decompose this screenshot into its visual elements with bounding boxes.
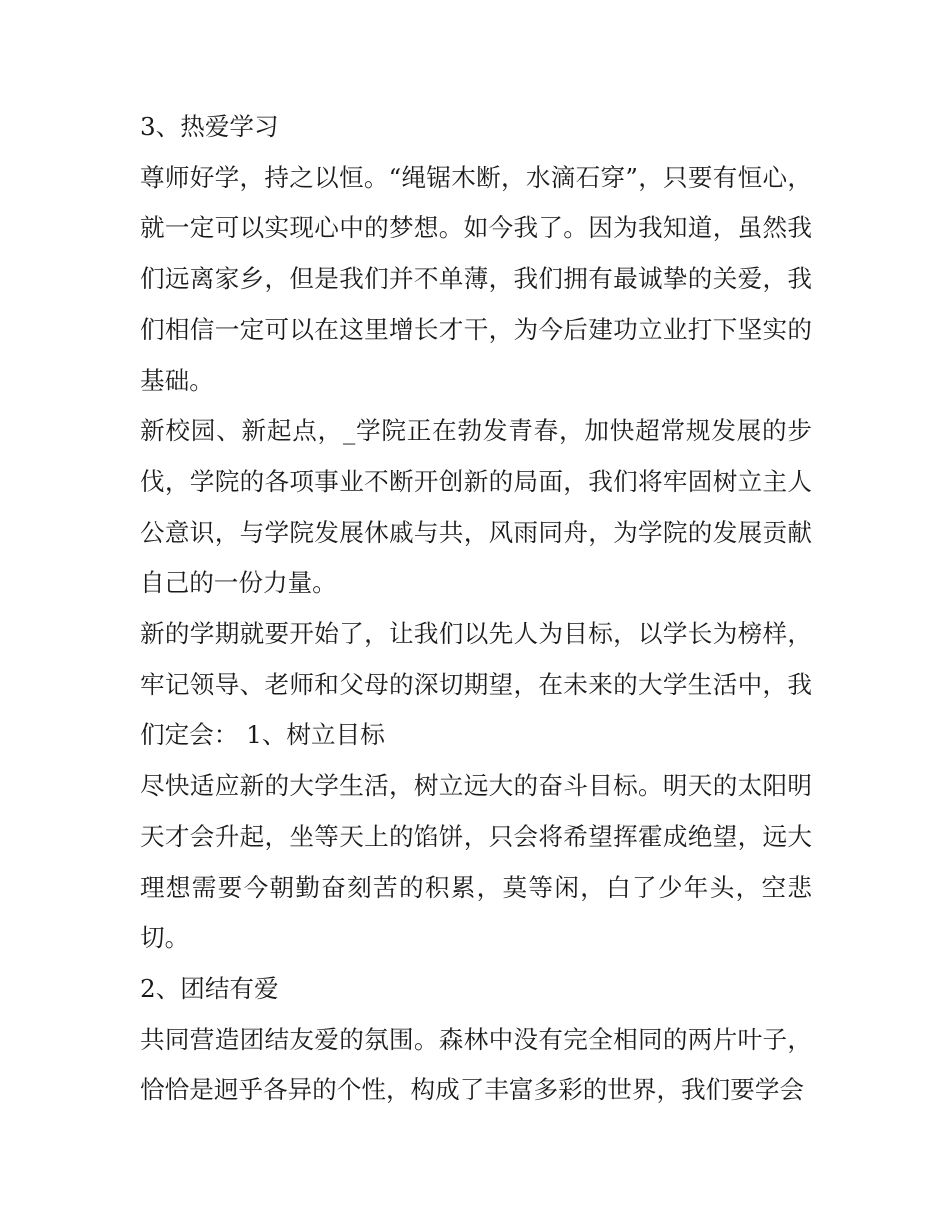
section-heading-unity: 2、团结有爱 [140, 973, 279, 1003]
document-body [140, 102, 812, 1116]
paragraph-unity-atmosphere: 共同营造团结友爱的氛围。森林中没有完全相同的两片叶子，恰恰是迥乎各异的个性，构成了丰富多彩的世界，我们要学会 [140, 1024, 812, 1105]
paragraph-set-goals: 尽快适应新的大学生活，树立远大的奋斗目标。明天的太阳明天才会升起，坐等天上的馅饼，只会将希望挥霍成绝望，远大理想需要今朝勤奋刻苦的积累，莫等闲，白了少年头，空悲切。 [140, 771, 812, 953]
paragraph-new-campus: 新校园、新起点，_学院正在勃发青春，加快超常规发展的步伐，学院的各项事业不断开创新的局面，我们将牢固树立主人公意识，与学院发展休戚与共，风雨同舟，为学院的发展贡献自己的一份力量。 [140, 416, 812, 598]
paragraph-respect-teachers: 尊师好学，持之以恒。“绳锯木断，水滴石穿”，只要有恒心，就一定可以实现心中的梦想。如今我了。因为我知道，虽然我们远离家乡，但是我们并不单薄，我们拥有最诚挚的关爱，我们相信一定可以在这里增长才干，为今后建功立业打下坚实的基础。 [140, 162, 812, 395]
paragraph-new-semester: 新的学期就要开始了，让我们以先人为目标，以学长为榜样，牢记领导、老师和父母的深切期望，在未来的大学生活中，我们定会： 1、树立目标 [140, 619, 812, 750]
section-heading-love-learning: 3、热爱学习 [140, 112, 279, 141]
